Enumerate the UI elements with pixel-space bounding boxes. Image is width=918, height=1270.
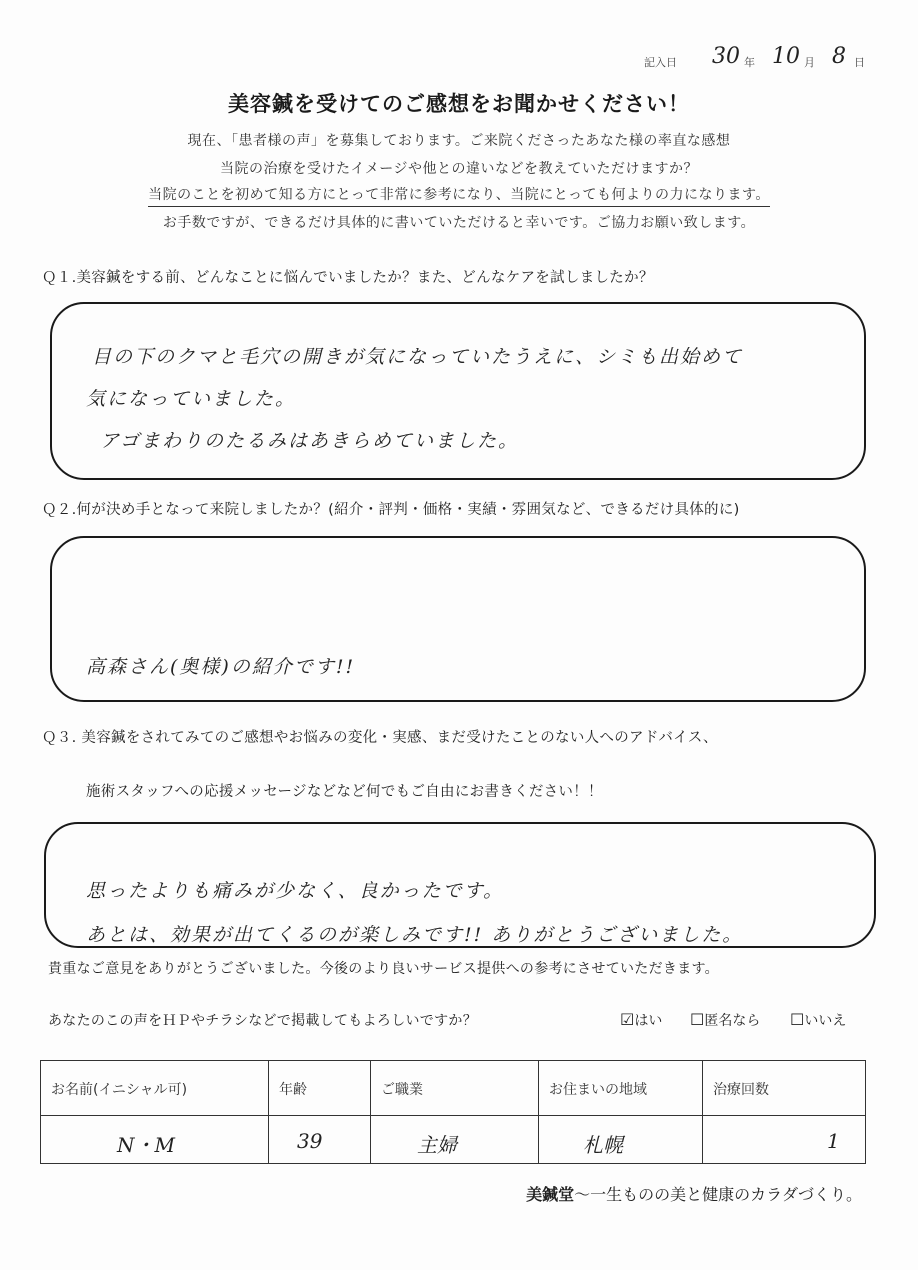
consent-question: あなたのこの声をＨＰやチラシなどで掲載してもよろしいですか？	[48, 1013, 477, 1029]
consent-option-yes-label: はい	[634, 1013, 663, 1029]
region-header: お住まいの地域	[549, 1082, 647, 1098]
region-value: 札幌	[583, 1133, 623, 1157]
q3-question-line-1: Ｑ３. 美容鍼をされてみてのご感想やお悩みの変化・実感、まだ受けたことのない人へのアドバイス、	[42, 730, 718, 746]
footer-tagline: 〜一生ものの美と健康のカラダづくり。	[574, 1185, 862, 1204]
q3-question-line-2: 施術スタッフへの応援メッセージなどなど何でもご自由にお書きください！！	[86, 784, 603, 800]
table-divider	[41, 1115, 865, 1116]
q1-answer-line-2: 気になっていました。	[86, 388, 297, 410]
name-column[interactable]	[41, 1061, 269, 1163]
occupation-column[interactable]	[371, 1061, 539, 1163]
consent-option-no[interactable]	[790, 1010, 846, 1030]
visits-header: 治療回数	[713, 1082, 769, 1098]
age-column[interactable]	[269, 1061, 371, 1163]
footer-brand: 美鍼堂	[526, 1185, 575, 1204]
q3-answer-line-2: あとは、効果が出てくるのが楽しみです!! ありがとうございました。	[86, 924, 744, 946]
region-column[interactable]	[539, 1061, 703, 1163]
name-header: お名前(イニシャル可)	[51, 1082, 188, 1098]
consent-option-no-label: いいえ	[804, 1013, 847, 1029]
footer	[526, 1182, 862, 1205]
q2-answer: 高森さん(奥様)の紹介です!!	[86, 656, 356, 678]
checkbox-empty-icon: ☐	[790, 1010, 805, 1029]
intro-line-2: 当院の治療を受けたイメージや他との違いなどを教えていただけますか？	[219, 161, 699, 177]
q1-question: Ｑ１.美容鍼をする前、どんなことに悩んでいましたか？また、どんなケアを試しましたか？	[42, 270, 654, 286]
q2-question: Ｑ２.何が決め手となって来院しましたか？(紹介・評判・価格・実績・雰囲気など、できるだけ具体的に)	[42, 502, 740, 518]
age-value: 39	[297, 1129, 323, 1153]
q1-answer-line-3: アゴまわりのたるみはあきらめていました。	[100, 430, 520, 452]
date-day: 8	[832, 44, 846, 69]
intro-line-1: 現在、「患者様の声」を募集しております。ご来院くださったあなた様の率直な感想	[187, 133, 731, 149]
month-unit: 月	[804, 56, 815, 69]
date-row	[640, 40, 880, 74]
consent-option-yes[interactable]	[620, 1010, 662, 1030]
checkbox-checked-icon: ☑	[620, 1010, 635, 1029]
thanks-text: 貴重なご意見をありがとうございました。今後のより良いサービス提供への参考にさせていただきます。	[48, 961, 719, 977]
date-year: 30	[712, 44, 740, 69]
age-header: 年齢	[279, 1082, 307, 1098]
visits-column[interactable]	[703, 1061, 865, 1163]
q3-answer-line-1: 思ったよりも痛みが少なく、良かったです。	[86, 880, 505, 902]
info-table	[40, 1060, 866, 1164]
intro-line-3-wrap	[0, 184, 918, 207]
visits-value: 1	[827, 1129, 840, 1153]
occupation-value: 主婦	[417, 1133, 457, 1157]
name-value: N・M	[117, 1133, 175, 1157]
occupation-header: ご職業	[381, 1082, 423, 1098]
intro-line-3: 当院のことを初めて知る方にとって非常に参考になり、当院にとっても何よりの力になります。	[148, 184, 770, 207]
date-label: 記入日	[644, 56, 677, 69]
intro-line-4: お手数ですが、できるだけ具体的に書いていただけると幸いです。ご協力お願い致します。	[162, 215, 756, 231]
consent-option-anonymous-label: 匿名なら	[704, 1013, 761, 1029]
day-unit: 日	[854, 56, 865, 69]
q1-answer-line-1: 目の下のクマと毛穴の開きが気になっていたうえに、シミも出始めて	[92, 346, 744, 368]
checkbox-empty-icon: ☐	[690, 1010, 705, 1029]
consent-option-anonymous[interactable]	[690, 1010, 760, 1030]
date-month: 10	[772, 44, 800, 69]
year-unit: 年	[744, 56, 755, 69]
page-title: 美容鍼を受けてのご感想をお聞かせください！	[228, 92, 690, 116]
